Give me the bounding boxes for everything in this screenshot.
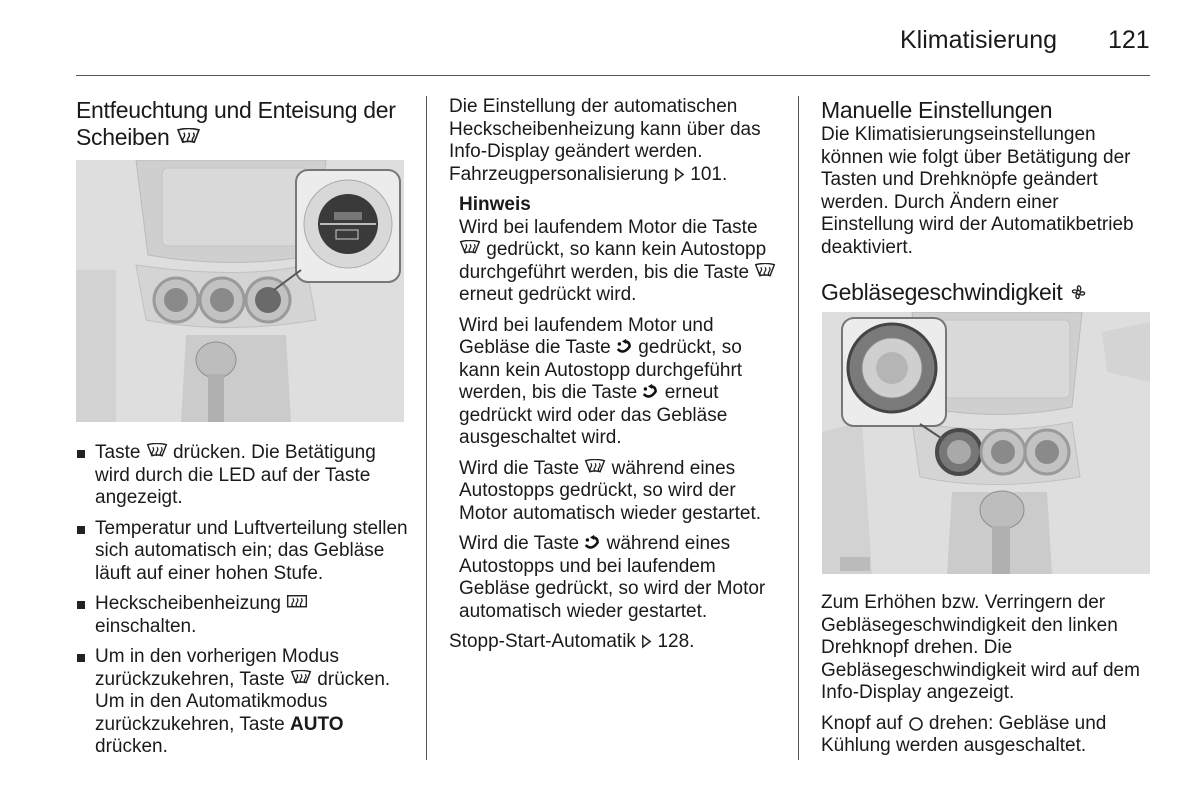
- windscreen-defrost-icon: [176, 128, 201, 147]
- note-paragraph: Wird die Taste während eines Autostopps und bei laufendem Gebläse gedrückt, so wird der Motor automatisch wieder gestartet.: [459, 533, 766, 622]
- cross-reference: Stopp-Start-Automatik 128.: [449, 631, 695, 652]
- dashboard-fan-illustration: [822, 312, 1150, 574]
- windscreen-defrost-icon: [146, 443, 168, 460]
- windscreen-defrost-icon: [290, 670, 312, 687]
- note-paragraph: Wird bei laufendem Motor und Gebläse die Taste gedrückt, so kann kein Autostopp durchgeführt werden, bis die Taste erneut gedrückt wird oder das Gebläse ausgeschaltet wird.: [459, 314, 743, 448]
- air-recirculation-icon: [584, 534, 601, 551]
- page-reference: 101.: [690, 163, 728, 185]
- section-heading-fan-speed: Gebläsegeschwindigkeit: [821, 279, 1153, 306]
- column-1: [76, 97, 408, 151]
- section-heading-manual: Manuelle Einstellungen: [821, 97, 1053, 123]
- fan-paragraph: Zum Erhöhen bzw. Verringern der Gebläsegeschwindigkeit den linken Drehknopf drehen. Die Gebläsegeschwindigkeit wird auf dem Info-Display angezeigt.: [821, 592, 1140, 703]
- off-position-icon: [908, 715, 924, 731]
- dashboard-defrost-illustration: [76, 160, 404, 422]
- intro-paragraph: Die Einstellung der automatischen Heckscheibenheizung kann über das Info-Display geändert werden. Fahrzeugpersonalisierung 101.: [449, 96, 761, 185]
- column-1-lower: [76, 442, 408, 767]
- note-paragraph: Wird die Taste während eines Autostopps gedrückt, so wird der Motor automatisch wieder gestartet.: [459, 457, 762, 524]
- windscreen-defrost-icon: [754, 263, 776, 280]
- instruction-list: [76, 442, 408, 759]
- manual-paragraph: Die Klimatisierungseinstellungen können wie folgt über Betätigung der Tasten und Drehknöpfe geändert werden. Durch Ändern einer Einstellung wird der Automatikbetrieb deaktiviert.: [821, 124, 1134, 258]
- windscreen-defrost-icon: [584, 459, 606, 476]
- page-reference-icon: [641, 634, 652, 649]
- list-item: Temperatur und Luftverteilung stellen sich automatisch ein; das Gebläse läuft auf einer hohen Stufe.: [76, 518, 408, 586]
- section-heading-defrost: Entfeuchtung und Enteisung der Scheiben: [76, 97, 396, 150]
- page-reference: 128.: [657, 631, 695, 652]
- fan-off-paragraph: Knopf auf drehen: Gebläse und Kühlung werden ausgeschaltet.: [821, 712, 1107, 756]
- column-divider-1: [426, 96, 427, 760]
- column-divider-2: [798, 96, 799, 760]
- list-item: Taste drücken. Die Betätigung wird durch die LED auf der Taste angezeigt.: [76, 442, 408, 510]
- fan-knob-drawing: [822, 312, 1150, 574]
- page-number: 121: [1108, 26, 1150, 54]
- column-3: [821, 97, 1153, 320]
- column-2: [449, 96, 781, 662]
- climate-panel-drawing: [76, 160, 404, 422]
- note-title: Hinweis: [459, 194, 531, 215]
- rear-window-heating-icon: [286, 594, 308, 611]
- note-paragraph: Wird bei laufendem Motor die Taste gedrückt, so kann kein Autostopp durchgeführt werden, bis die Taste erneut gedrückt wird.: [459, 217, 781, 307]
- windscreen-defrost-icon: [459, 240, 481, 257]
- column-3-lower: [821, 592, 1153, 766]
- fan-icon: [1069, 283, 1088, 302]
- list-item: Um in den vorherigen Modus zurückzukehren, Taste drücken. Um in den Automatikmodus zurückzukehren, Taste AUTO drücken.: [76, 646, 408, 759]
- list-item: Heckscheibenheizung einschalten.: [76, 593, 408, 638]
- page-reference-icon: [674, 167, 685, 182]
- header-rule: [76, 75, 1150, 76]
- note-box: [449, 194, 781, 623]
- air-recirculation-icon: [616, 338, 633, 355]
- air-recirculation-icon: [642, 383, 659, 400]
- auto-label: AUTO: [290, 713, 344, 735]
- chapter-title: Klimatisierung: [900, 26, 1058, 54]
